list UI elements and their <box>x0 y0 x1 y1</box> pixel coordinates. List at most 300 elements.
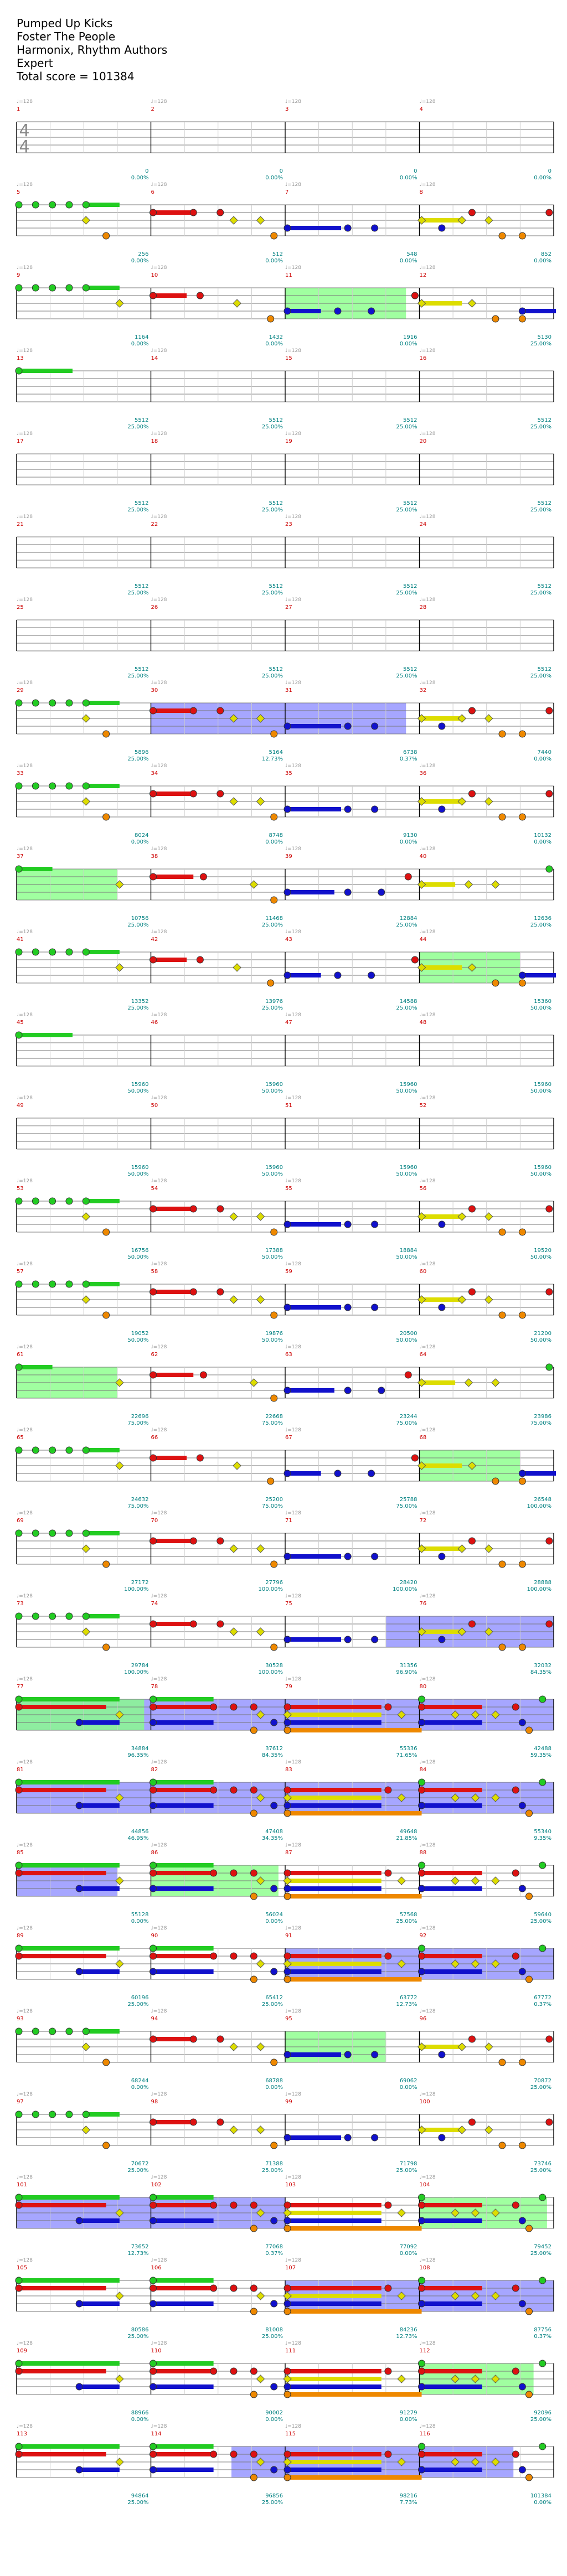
red-note <box>210 2202 217 2208</box>
measure-number: 82 <box>151 1767 158 1773</box>
green-note <box>539 2360 546 2367</box>
orange-note <box>267 980 274 986</box>
measure-score: 5512 <box>269 500 283 506</box>
red-sustain <box>19 1788 106 1792</box>
measure-score: 10756 <box>131 915 149 922</box>
blue-note <box>284 225 291 231</box>
red-note <box>546 707 553 714</box>
red-sustain <box>153 1788 214 1792</box>
measure-score: 71798 <box>399 2161 417 2167</box>
red-note <box>419 1953 425 1959</box>
orange-note <box>499 1561 506 1568</box>
measure-number: 85 <box>17 1850 24 1856</box>
blue-note <box>344 1387 351 1394</box>
orange-note <box>271 897 277 903</box>
measure-number: 109 <box>17 2348 28 2354</box>
red-note <box>250 2285 257 2291</box>
green-note <box>150 2194 157 2201</box>
measure-number: 110 <box>151 2348 162 2354</box>
green-note <box>32 2028 39 2035</box>
green-note <box>419 2277 425 2284</box>
yellow-sustain <box>422 1380 456 1385</box>
blue-note <box>334 972 341 979</box>
measure-number: 63 <box>285 1352 292 1358</box>
tempo-mark: ♩=128 <box>285 431 301 437</box>
measure-score: 5512 <box>403 417 417 423</box>
sp-percentage: 7.73% <box>399 2500 417 2506</box>
yellow-note <box>230 1296 238 1303</box>
sp-percentage: 0.00% <box>131 175 149 181</box>
measure-score: 79452 <box>534 2244 551 2250</box>
measure-score: 0 <box>548 168 551 174</box>
sp-percentage: 0.00% <box>131 341 149 347</box>
red-note <box>512 1870 519 1876</box>
yellow-note <box>398 2209 405 2217</box>
measure-number: 95 <box>285 2016 292 2022</box>
green-sustain <box>19 1946 120 1951</box>
red-note <box>150 1704 157 1710</box>
orange-sustain <box>287 2392 422 2397</box>
sp-percentage: 25.00% <box>127 2168 149 2174</box>
blue-note <box>150 1719 157 1726</box>
orange-note <box>271 731 277 737</box>
measure-score: 21200 <box>534 1331 551 1337</box>
measure-score: 13976 <box>265 999 283 1005</box>
measure-number: 42 <box>151 937 158 943</box>
green-note <box>546 866 553 872</box>
measure-score: 5512 <box>537 500 551 506</box>
red-note <box>16 2285 22 2291</box>
sp-percentage: 25.00% <box>261 2168 283 2174</box>
red-note <box>150 2036 157 2042</box>
measure-number: 9 <box>17 272 20 278</box>
green-sustain <box>153 1697 214 1701</box>
green-note <box>83 2028 89 2035</box>
tempo-mark: ♩=128 <box>17 2341 33 2346</box>
green-sustain <box>86 1531 120 1535</box>
red-note <box>230 2285 237 2291</box>
red-note <box>230 1704 237 1710</box>
green-sustain <box>153 2361 214 2366</box>
red-sustain <box>422 2369 482 2373</box>
red-sustain <box>153 293 187 298</box>
green-note <box>83 2111 89 2118</box>
yellow-note <box>417 2126 425 2134</box>
orange-note <box>519 2142 525 2149</box>
staff-row <box>16 1261 554 1343</box>
tempo-mark: ♩=128 <box>17 1843 33 1848</box>
red-note <box>150 1787 157 1793</box>
tempo-mark: ♩=128 <box>17 2092 33 2097</box>
red-note <box>411 956 418 963</box>
measure-number: 103 <box>285 2182 296 2188</box>
yellow-note <box>256 1296 264 1303</box>
orange-note <box>250 1893 257 1900</box>
song-title: Pumped Up Kicks <box>17 17 113 30</box>
measure-score: 5164 <box>269 749 283 756</box>
orange-note <box>499 814 506 820</box>
sp-percentage: 0.00% <box>131 2417 149 2423</box>
measure-score: 15960 <box>399 1165 417 1171</box>
blue-note <box>344 1221 351 1228</box>
red-note <box>230 2368 237 2375</box>
yellow-note <box>256 1628 264 1636</box>
tempo-mark: ♩=128 <box>285 1511 301 1516</box>
measure-score: 18884 <box>399 1248 417 1254</box>
sp-percentage: 50.00% <box>396 1254 417 1260</box>
measure-number: 50 <box>151 1103 158 1109</box>
measure-score: 6738 <box>403 749 417 756</box>
green-note <box>32 700 39 706</box>
tempo-mark: ♩=128 <box>151 1427 167 1433</box>
measure-number: 116 <box>419 2431 430 2437</box>
orange-sustain <box>287 2309 422 2314</box>
red-sustain <box>153 1207 194 1211</box>
measure-number: 60 <box>419 1269 427 1275</box>
orange-note <box>271 814 277 820</box>
measure-score: 15960 <box>131 1165 149 1171</box>
tempo-mark: ♩=128 <box>285 265 301 271</box>
tempo-mark: ♩=128 <box>17 265 33 271</box>
blue-note <box>419 2217 425 2224</box>
blue-sustain <box>422 1803 482 1808</box>
green-sustain <box>19 1033 73 1037</box>
blue-sustain <box>287 1720 382 1725</box>
red-note <box>150 292 157 299</box>
red-note <box>230 1787 237 1793</box>
blue-sustain <box>153 2301 214 2306</box>
blue-sustain <box>422 2301 482 2306</box>
tempo-mark: ♩=128 <box>419 1926 436 1931</box>
orange-note <box>271 1312 277 1318</box>
measure-score: 5512 <box>135 417 149 423</box>
green-sustain <box>19 2195 120 2200</box>
sp-percentage: 0.00% <box>399 341 417 347</box>
green-note <box>83 1281 89 1287</box>
red-note <box>16 1787 22 1793</box>
measure-score: 0 <box>414 168 417 174</box>
green-note <box>16 1613 22 1620</box>
staff-row <box>16 2341 554 2423</box>
orange-note <box>271 2142 277 2149</box>
staff-row <box>16 1843 554 1925</box>
sp-percentage: 25.00% <box>396 2168 417 2174</box>
red-note <box>210 1953 217 1959</box>
yellow-note <box>417 1545 425 1553</box>
red-note <box>230 1953 237 1959</box>
blue-note <box>344 723 351 730</box>
orange-note <box>103 731 110 737</box>
measure-score: 12636 <box>534 915 551 922</box>
red-sustain <box>422 1954 482 1958</box>
tempo-mark: ♩=128 <box>17 2009 33 2014</box>
blue-note <box>76 2383 83 2390</box>
red-note <box>419 2285 425 2291</box>
green-sustain <box>153 2444 214 2449</box>
measure-number: 97 <box>17 2099 24 2105</box>
red-sustain <box>153 1456 187 1460</box>
tempo-mark: ♩=128 <box>285 1178 301 1184</box>
measure-number: 108 <box>419 2265 430 2271</box>
blue-note <box>284 1553 291 1560</box>
tempo-mark: ♩=128 <box>285 1427 301 1433</box>
green-note <box>32 949 39 955</box>
green-note <box>16 1530 22 1537</box>
red-note <box>512 2202 519 2208</box>
red-note <box>419 1704 425 1710</box>
measure-score: 68244 <box>131 2078 149 2084</box>
measure-number: 74 <box>151 1601 158 1607</box>
green-note <box>16 2360 22 2367</box>
green-sustain <box>86 1199 120 1203</box>
measure-score: 68788 <box>265 2078 283 2084</box>
green-note <box>539 1696 546 1703</box>
measure-score: 5130 <box>537 334 551 340</box>
green-note <box>16 2194 22 2201</box>
yellow-note <box>492 881 499 888</box>
yellow-note <box>256 2043 264 2051</box>
green-sustain <box>153 2278 214 2283</box>
yellow-note <box>458 2043 466 2051</box>
tempo-mark: ♩=128 <box>419 929 436 935</box>
blue-note <box>372 723 378 730</box>
yellow-note <box>82 715 90 722</box>
blue-note <box>76 2300 83 2307</box>
measure-score: 44856 <box>131 1829 149 1835</box>
tempo-mark: ♩=128 <box>151 2341 167 2346</box>
green-note <box>32 1198 39 1204</box>
green-sustain <box>86 784 120 788</box>
tempo-mark: ♩=128 <box>285 348 301 354</box>
staff-row <box>16 763 554 845</box>
measure-number: 18 <box>151 438 158 444</box>
sp-percentage: 0.00% <box>399 2084 417 2091</box>
red-note <box>150 1372 157 1378</box>
red-note <box>411 1455 418 1461</box>
orange-note <box>499 232 506 239</box>
red-note <box>217 1538 224 1544</box>
measure-number: 21 <box>17 521 24 527</box>
measure-score: 5512 <box>269 417 283 423</box>
yellow-note <box>256 1213 264 1220</box>
tempo-mark: ♩=128 <box>17 2424 33 2429</box>
green-note <box>539 1779 546 1786</box>
sp-percentage: 50.00% <box>127 1337 149 1343</box>
red-note <box>230 2451 237 2458</box>
red-note <box>16 1704 22 1710</box>
sp-percentage: 0.00% <box>534 2500 551 2506</box>
green-note <box>419 1862 425 1869</box>
green-sustain <box>153 1946 214 1951</box>
measure-score: 23244 <box>399 1414 417 1420</box>
red-sustain <box>19 1871 106 1875</box>
sp-percentage: 75.00% <box>396 1420 417 1426</box>
staff-row <box>16 1427 556 1509</box>
red-note <box>190 1289 197 1295</box>
tempo-mark: ♩=128 <box>151 1677 167 1682</box>
blue-note <box>519 1470 525 1477</box>
tempo-mark: ♩=128 <box>151 1843 167 1848</box>
green-sustain <box>19 2444 120 2449</box>
tempo-mark: ♩=128 <box>151 2092 167 2097</box>
measure-score: 98216 <box>399 2493 417 2499</box>
blue-note <box>439 2051 445 2058</box>
yellow-sustain <box>287 2460 382 2464</box>
tempo-mark: ♩=128 <box>285 846 301 852</box>
red-note <box>210 1870 217 1876</box>
blue-sustain <box>422 1969 482 1974</box>
sp-percentage: 25.00% <box>530 2084 551 2091</box>
yellow-sustain <box>422 716 462 721</box>
blue-sustain <box>422 2218 482 2223</box>
measure-score: 5512 <box>403 583 417 589</box>
yellow-note <box>465 881 472 888</box>
measure-number: 16 <box>419 355 427 361</box>
red-note <box>250 2451 257 2458</box>
red-note <box>284 1704 291 1710</box>
blue-note <box>372 2134 378 2141</box>
sp-percentage: 0.00% <box>534 175 551 181</box>
measure-number: 105 <box>17 2265 28 2271</box>
measure-number: 38 <box>151 854 158 860</box>
measure-number: 23 <box>285 521 292 527</box>
blue-note <box>368 308 375 314</box>
red-note <box>150 2451 157 2458</box>
green-note <box>83 949 89 955</box>
yellow-sustain <box>422 2128 462 2132</box>
tempo-mark: ♩=128 <box>17 1926 33 1931</box>
blue-sustain <box>287 2301 382 2306</box>
measure-number: 86 <box>151 1850 158 1856</box>
time-signature-top: 4 <box>19 121 30 141</box>
green-sustain <box>19 369 73 373</box>
red-note <box>405 873 411 880</box>
green-note <box>539 1862 546 1869</box>
yellow-sustain <box>422 1214 462 1219</box>
green-sustain <box>86 1614 120 1618</box>
tempo-mark: ♩=128 <box>17 431 33 437</box>
blue-sustain <box>522 1471 556 1476</box>
tempo-mark: ♩=128 <box>17 1511 33 1516</box>
tempo-mark: ♩=128 <box>151 2175 167 2180</box>
measure-number: 72 <box>419 1518 427 1524</box>
tempo-mark: ♩=128 <box>285 680 301 686</box>
orange-note <box>250 2391 257 2398</box>
red-note <box>16 1953 22 1959</box>
tempo-mark: ♩=128 <box>419 2424 436 2429</box>
yellow-note <box>116 2375 123 2383</box>
blue-sustain <box>287 2384 382 2389</box>
sp-percentage: 71.65% <box>396 1752 417 1758</box>
yellow-note <box>458 798 466 805</box>
orange-note <box>250 2308 257 2315</box>
orange-note <box>526 1893 533 1900</box>
green-note <box>32 285 39 291</box>
staff-row <box>17 99 554 181</box>
measure-score: 31356 <box>399 1663 417 1669</box>
sp-percentage: 0.00% <box>265 341 283 347</box>
red-note <box>284 1870 291 1876</box>
blue-sustain <box>287 2052 341 2057</box>
measure-number: 99 <box>285 2099 292 2105</box>
green-note <box>83 1613 89 1620</box>
blue-note <box>419 2300 425 2307</box>
measure-number: 41 <box>17 937 24 943</box>
orange-note <box>250 1727 257 1734</box>
blue-sustain <box>287 1305 341 1310</box>
sp-percentage: 50.00% <box>530 1337 551 1343</box>
tempo-mark: ♩=128 <box>419 2009 436 2014</box>
red-note <box>230 2202 237 2208</box>
sp-percentage: 34.35% <box>261 1835 283 1842</box>
yellow-note <box>417 299 425 307</box>
red-note <box>16 2451 22 2458</box>
measure-score: 1164 <box>135 334 149 340</box>
sp-percentage: 75.00% <box>127 1503 149 1509</box>
green-note <box>419 2443 425 2450</box>
blue-note <box>368 972 375 979</box>
green-note <box>16 866 22 872</box>
green-sustain <box>86 2029 120 2034</box>
orange-note <box>519 232 525 239</box>
yellow-note <box>485 1213 493 1220</box>
blue-note <box>344 225 351 231</box>
red-note <box>217 1206 224 1212</box>
blue-note <box>284 1221 291 1228</box>
blue-sustain <box>79 2468 120 2472</box>
sp-percentage: 12.73% <box>261 756 283 762</box>
yellow-sustain <box>287 1796 382 1800</box>
yellow-note <box>465 1379 472 1387</box>
measure-score: 512 <box>272 251 283 257</box>
red-sustain <box>153 2203 214 2207</box>
red-sustain <box>153 2452 214 2456</box>
sp-percentage: 25.00% <box>127 2500 149 2506</box>
tempo-mark: ♩=128 <box>151 2009 167 2014</box>
sp-percentage: 25.00% <box>530 341 551 347</box>
sp-percentage: 25.00% <box>261 2500 283 2506</box>
blue-note <box>284 806 291 813</box>
green-note <box>419 1779 425 1786</box>
blue-note <box>76 2466 83 2473</box>
red-note <box>250 1787 257 1793</box>
blue-note <box>344 2051 351 2058</box>
green-note <box>16 1945 22 1952</box>
blue-note <box>519 2466 525 2473</box>
blue-note <box>519 2300 525 2307</box>
green-note <box>16 1281 22 1287</box>
measure-number: 112 <box>419 2348 430 2354</box>
sp-percentage: 25.00% <box>127 2334 149 2340</box>
blue-sustain <box>153 1803 214 1808</box>
red-note <box>546 1206 553 1212</box>
blue-note <box>378 1387 385 1394</box>
measure-number: 61 <box>17 1352 24 1358</box>
tempo-mark: ♩=128 <box>419 1594 436 1599</box>
red-sustain <box>153 1622 194 1626</box>
tempo-mark: ♩=128 <box>151 1012 167 1018</box>
tempo-mark: ♩=128 <box>151 680 167 686</box>
measure-score: 15960 <box>265 1165 283 1171</box>
staff-row <box>16 1178 554 1260</box>
yellow-note <box>256 2292 264 2300</box>
green-note <box>32 2111 39 2118</box>
blue-sustain <box>287 2218 382 2223</box>
green-note <box>419 2194 425 2201</box>
red-note <box>512 2451 519 2458</box>
sp-percentage: 25.00% <box>127 673 149 679</box>
orange-note <box>519 731 525 737</box>
